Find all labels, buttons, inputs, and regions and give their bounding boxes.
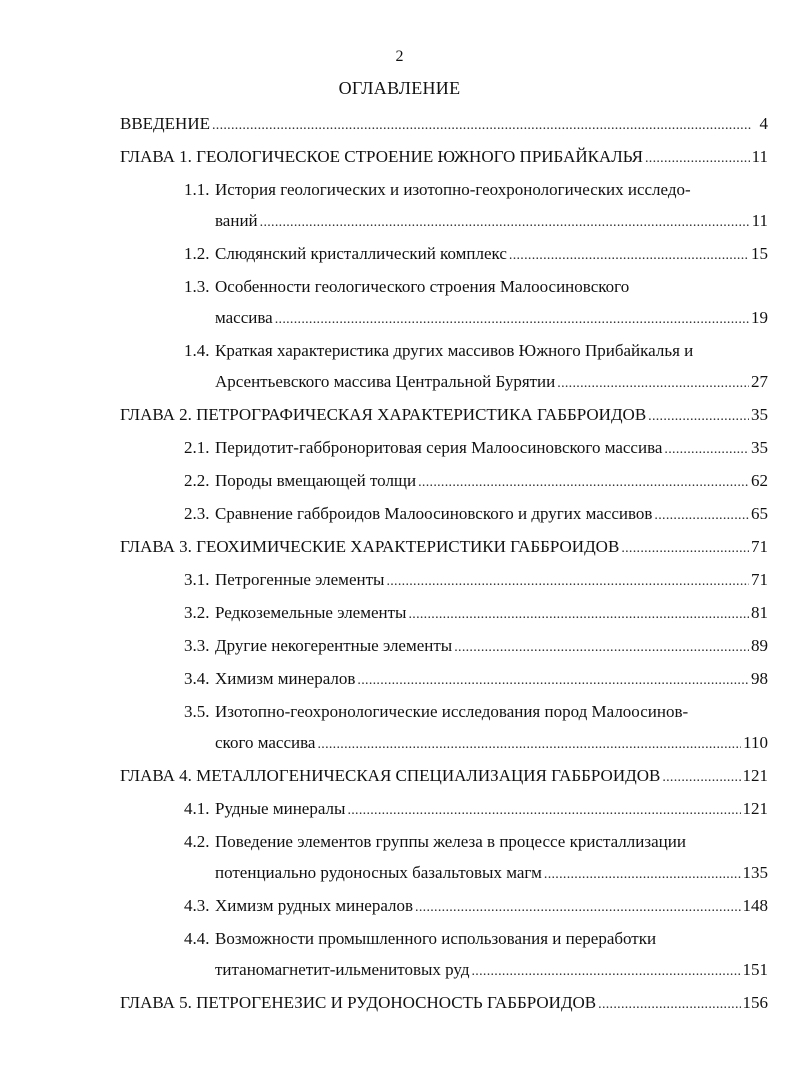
toc-entry-text: ГЛАВА 1. ГЕОЛОГИЧЕСКОЕ СТРОЕНИЕ ЮЖНОГО ПРИБАЙКАЛЬЯ (120, 147, 643, 166)
dot-leader (212, 110, 758, 141)
toc-entry-text-cont: ваний (215, 211, 258, 230)
toc-entry-3-4[interactable] (120, 663, 768, 696)
toc-section-number: 2.1. (184, 438, 210, 457)
toc-entry-3-3[interactable] (120, 630, 768, 663)
toc-entry-4-4-line1[interactable] (120, 923, 768, 954)
toc-entry-text: ВВЕДЕНИЕ (120, 114, 210, 133)
dot-leader (509, 240, 749, 271)
toc-page-number: 35 (751, 438, 768, 457)
toc-section-number: 1.2. (184, 244, 210, 263)
dot-leader (454, 632, 749, 663)
toc-entry-introduction[interactable] (120, 108, 768, 141)
toc-entry-chapter-5[interactable] (120, 987, 768, 1020)
toc-entry-1-1-line1[interactable] (120, 174, 768, 205)
toc-entry-text: Редкоземельные элементы (215, 603, 407, 622)
toc-page-number: 81 (751, 603, 768, 622)
toc-entry-text: ГЛАВА 3. ГЕОХИМИЧЕСКИЕ ХАРАКТЕРИСТИКИ ГАББРОИДОВ (120, 537, 620, 556)
toc-page-number: 62 (751, 471, 768, 490)
toc-page-number: 15 (751, 244, 768, 263)
dot-leader (598, 989, 740, 1020)
toc-entry-1-1-line2[interactable] (120, 205, 768, 238)
toc-entry-text: Петрогенные элементы (215, 570, 385, 589)
page-number: 2 (395, 48, 404, 65)
toc-section-number: 4.2. (184, 832, 210, 851)
toc-page-number: 98 (751, 669, 768, 688)
toc-entry-4-1[interactable] (120, 793, 768, 826)
toc-section-number: 4.1. (184, 799, 210, 818)
dot-leader (418, 467, 749, 498)
toc-page-number: 121 (742, 799, 768, 818)
toc-page-number: 148 (742, 896, 768, 915)
toc-entry-3-2[interactable] (120, 597, 768, 630)
toc-page-number: 11 (751, 211, 768, 230)
toc-section-number: 3.3. (184, 636, 210, 655)
dot-leader (664, 434, 749, 465)
toc-entry-text: Особенности геологического строения Малоосиновского (215, 277, 630, 296)
toc-page-number: 71 (751, 570, 768, 589)
dot-leader (544, 859, 741, 890)
toc-page-number: 156 (742, 993, 768, 1012)
toc-page-number: 11 (751, 147, 768, 166)
dot-leader (472, 956, 741, 987)
toc-entry-chapter-2[interactable] (120, 399, 768, 432)
toc-entry-text: Поведение элементов группы железа в процессе кристаллизации (215, 832, 686, 851)
dot-leader (386, 566, 749, 597)
toc-section-number: 2.3. (184, 504, 210, 523)
toc-page-number: 151 (742, 960, 768, 979)
toc-entry-1-2[interactable] (120, 238, 768, 271)
dot-leader (654, 500, 749, 531)
toc-entry-3-5-line2[interactable] (120, 727, 768, 760)
toc-entry-chapter-1[interactable] (120, 141, 768, 174)
toc-entry-text: ГЛАВА 4. МЕТАЛЛОГЕНИЧЕСКАЯ СПЕЦИАЛИЗАЦИЯ ГАББРОИДОВ (120, 766, 661, 785)
dot-leader (347, 795, 740, 826)
dot-leader (662, 762, 740, 793)
toc-entry-text: Слюдянский кристаллический комплекс (215, 244, 507, 263)
toc-entry-text: Другие некогерентные элементы (215, 636, 453, 655)
toc-entry-4-3[interactable] (120, 890, 768, 923)
toc-entry-text: Возможности промышленного использования и переработки (215, 929, 657, 948)
toc-title: ОГЛАВЛЕНИЕ (338, 78, 461, 98)
toc-entry-text: Изотопно-геохронологические исследования пород Малоосинов- (215, 702, 689, 721)
dot-leader (648, 401, 749, 432)
toc-entry-text: История геологических и изотопно-геохронологических исследо- (215, 180, 691, 199)
toc-entry-text-cont: потенциально рудоносных базальтовых магм (215, 863, 542, 882)
toc-entry-3-1[interactable] (120, 564, 768, 597)
toc-section-number: 4.3. (184, 896, 210, 915)
toc-entry-text-cont: титаномагнетит-ильменитовых руд (215, 960, 470, 979)
toc-section-number: 1.1. (184, 180, 210, 199)
toc-entry-1-4-line2[interactable] (120, 366, 768, 399)
toc-entry-4-2-line2[interactable] (120, 857, 768, 890)
toc-section-number: 3.5. (184, 702, 210, 721)
toc-section-number: 2.2. (184, 471, 210, 490)
dot-leader (260, 207, 750, 238)
toc-entry-1-3-line1[interactable] (120, 271, 768, 302)
toc-entry-text: Химизм минералов (215, 669, 356, 688)
dot-leader (408, 599, 749, 630)
table-of-contents (120, 108, 768, 1020)
toc-page-number: 4 (759, 114, 768, 133)
toc-entry-text: Перидотит-габброноритовая серия Малоосиновского массива (215, 438, 663, 457)
toc-page-number: 35 (751, 405, 768, 424)
toc-entry-text-cont: Арсентьевского массива Центральной Бурятии (215, 372, 556, 391)
dot-leader (621, 533, 749, 564)
dot-leader (357, 665, 749, 696)
toc-section-number: 1.3. (184, 277, 210, 296)
dot-leader (415, 892, 740, 923)
toc-entry-1-3-line2[interactable] (120, 302, 768, 335)
toc-entry-2-2[interactable] (120, 465, 768, 498)
toc-page-number: 65 (751, 504, 768, 523)
toc-entry-text: ГЛАВА 5. ПЕТРОГЕНЕЗИС И РУДОНОСНОСТЬ ГАББРОИДОВ (120, 993, 597, 1012)
toc-section-number: 4.4. (184, 929, 210, 948)
toc-entry-chapter-3[interactable] (120, 531, 768, 564)
toc-page-number: 135 (742, 863, 768, 882)
toc-section-number: 3.1. (184, 570, 210, 589)
toc-entry-text: Рудные минералы (215, 799, 346, 818)
toc-entry-4-2-line1[interactable] (120, 826, 768, 857)
toc-page-number: 19 (751, 308, 768, 327)
dot-leader (557, 368, 749, 399)
toc-page-number: 71 (751, 537, 768, 556)
toc-entry-4-4-line2[interactable] (120, 954, 768, 987)
toc-page-number: 27 (751, 372, 768, 391)
toc-entry-chapter-4[interactable] (120, 760, 768, 793)
toc-entry-2-3[interactable] (120, 498, 768, 531)
toc-entry-text: Краткая характеристика других массивов Южного Прибайкалья и (215, 341, 694, 360)
toc-entry-text: ГЛАВА 2. ПЕТРОГРАФИЧЕСКАЯ ХАРАКТЕРИСТИКА ГАББРОИДОВ (120, 405, 647, 424)
toc-page-number: 89 (751, 636, 768, 655)
toc-entry-3-5-line1[interactable] (120, 696, 768, 727)
toc-entry-text-cont: массива (215, 308, 273, 327)
toc-entry-text: Сравнение габброидов Малоосиновского и других массивов (215, 504, 653, 523)
toc-page-number: 121 (742, 766, 768, 785)
toc-entry-text-cont: ского массива (215, 733, 316, 752)
toc-entry-text: Химизм рудных минералов (215, 896, 414, 915)
dot-leader (645, 143, 750, 174)
toc-section-number: 3.2. (184, 603, 210, 622)
toc-entry-text: Породы вмещающей толщи (215, 471, 417, 490)
dot-leader (317, 729, 741, 760)
toc-section-number: 3.4. (184, 669, 210, 688)
dot-leader (275, 304, 749, 335)
toc-entry-1-4-line1[interactable] (120, 335, 768, 366)
toc-entry-2-1[interactable] (120, 432, 768, 465)
toc-page-number: 110 (743, 733, 768, 752)
toc-section-number: 1.4. (184, 341, 210, 360)
